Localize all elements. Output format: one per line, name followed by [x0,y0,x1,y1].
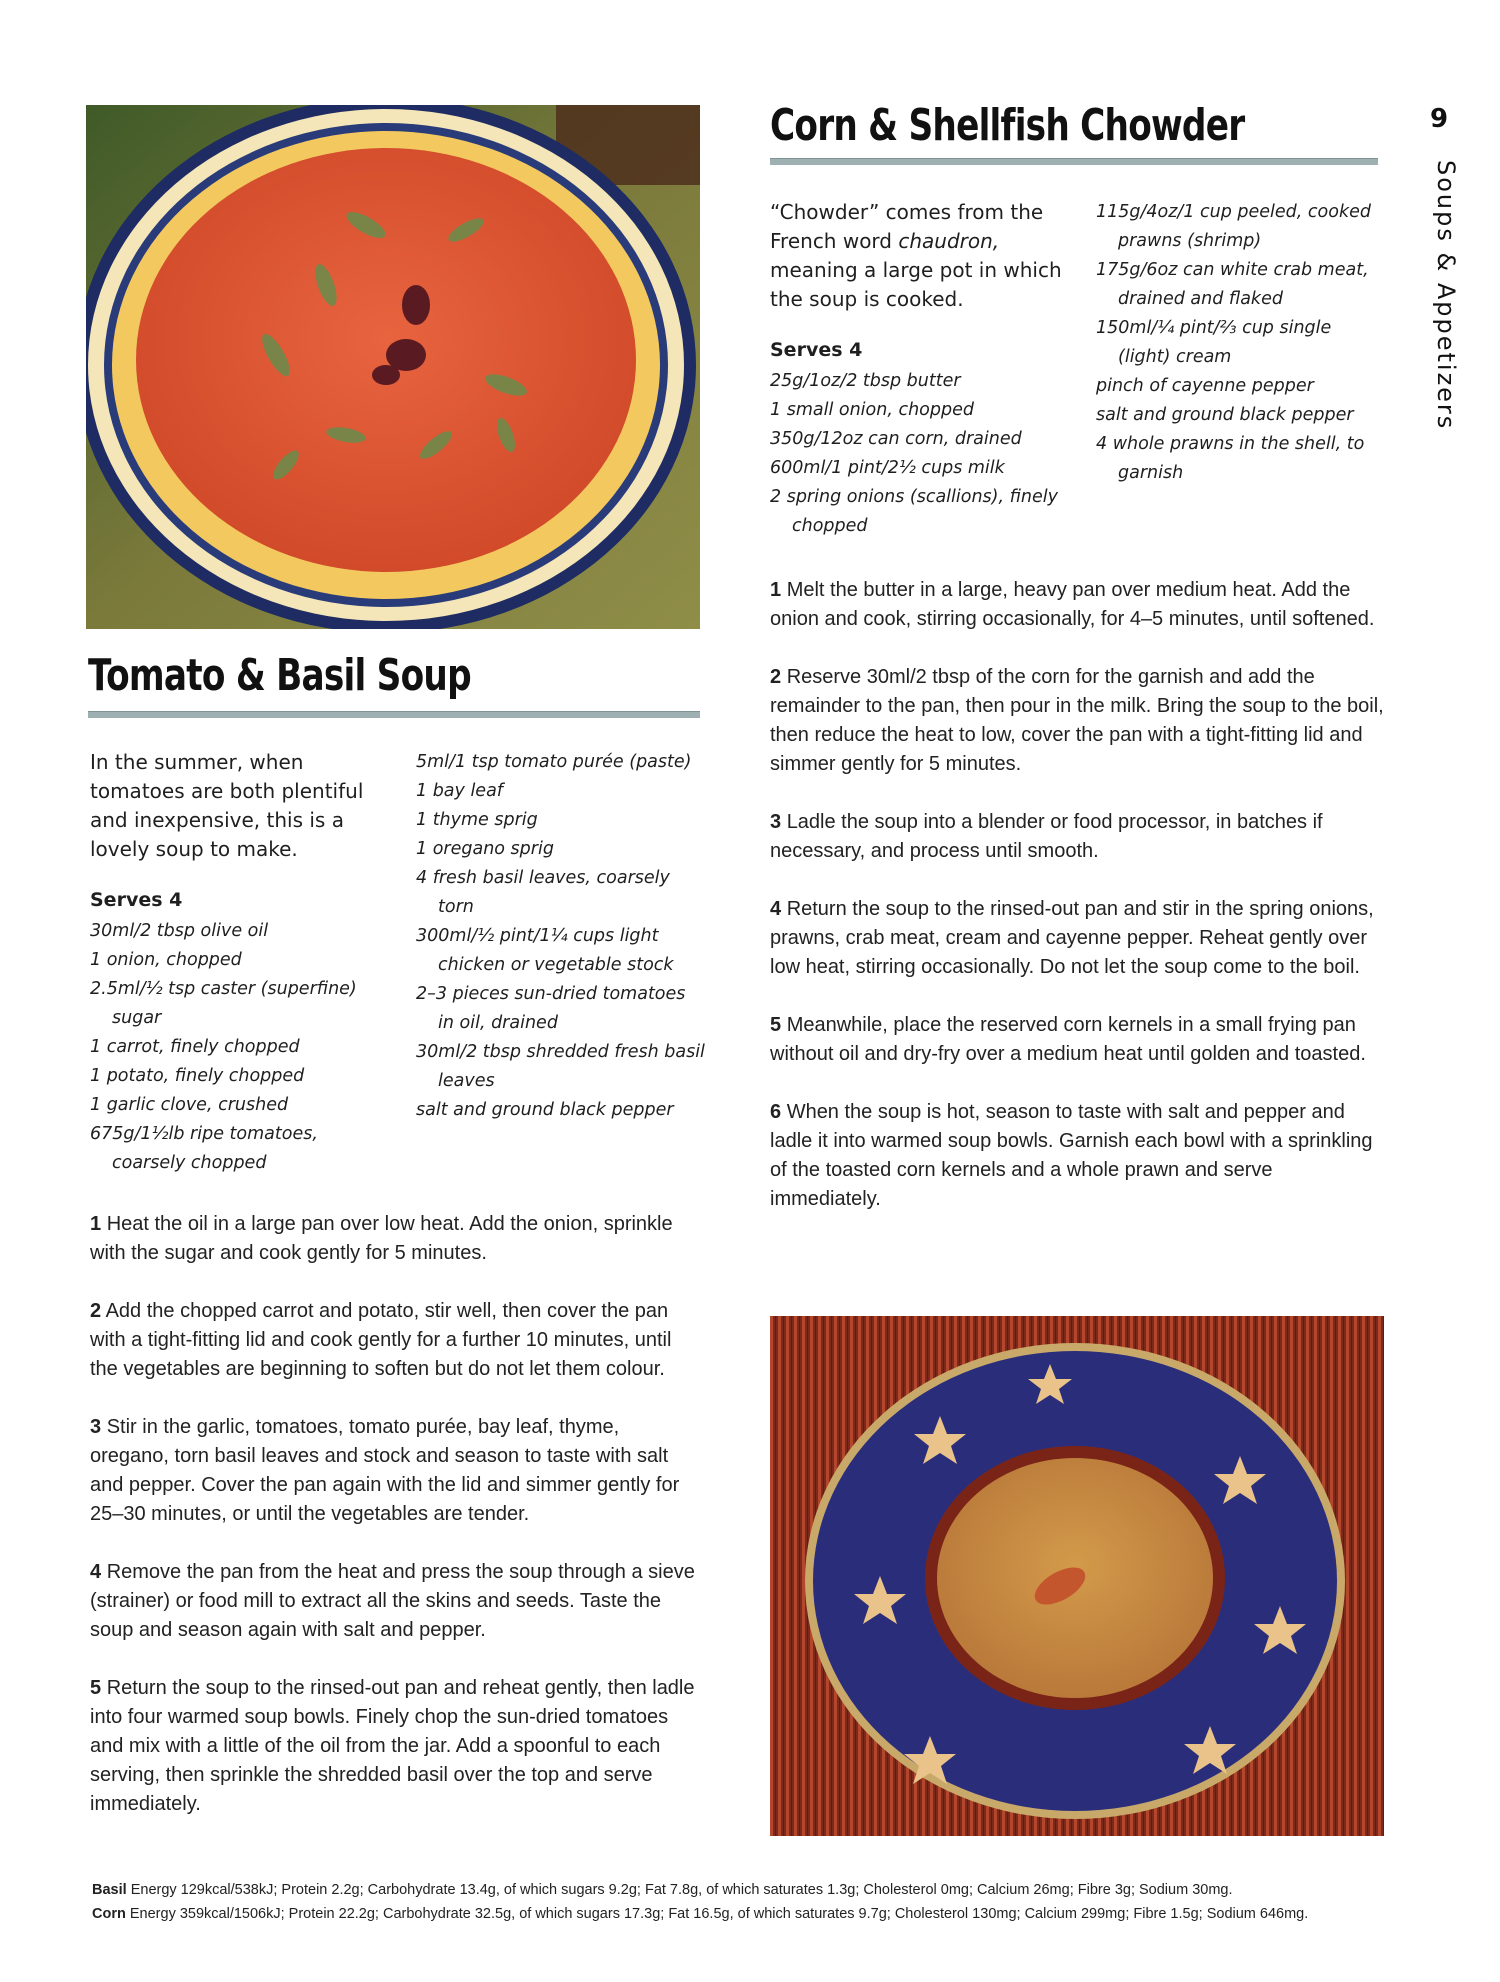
ingredient: 1 oregano sprig [416,839,554,859]
ingredient: 2–3 pieces sun-dried tomatoes in oil, drained [416,984,686,1033]
nutrition-corn-label: Corn [92,1906,126,1922]
ingredient: 5ml/1 tsp tomato purée (paste) [416,752,692,772]
method-step: 4 Remove the pan from the heat and press the soup through a sieve (strainer) or food mill to extract all the skins and seeds. Taste the soup and season again with salt and pepper. [90,1561,695,1641]
nutrition-basil: Basil Energy 129kcal/538kJ; Protein 2.2g; Carbohydrate 13.4g, of which sugars 9.2g; Fat 7.8g, of which saturates 1.3g; Cholesterol 0mg; Calcium 26mg; Fibre 3g; Sodium 30mg. [92,1882,1233,1898]
ingredient: 2 spring onions (scallions), finely chopped [770,487,1059,536]
tomato-intro: In the summer, when tomatoes are both plentiful and inexpensive, this is a lovely soup to make. [90,750,364,861]
ingredient: pinch of cayenne pepper [1096,376,1314,396]
ingredient: 1 potato, finely chopped [90,1066,305,1086]
ingredient: 1 garlic clove, crushed [90,1095,289,1115]
method-step: 5 Return the soup to the rinsed-out pan and reheat gently, then ladle into four warmed soup bowls. Finely chop the sun-dried tomatoes and mix with a little of the oil from the jar. Add a spoonful to each serving, then sprinkle the shredded basil over the top and serve immediately. [90,1677,695,1815]
ingredient: 30ml/2 tbsp shredded fresh basil leaves [416,1042,705,1091]
ingredient: 25g/1oz/2 tbsp butter [770,371,961,391]
method-step: 6 When the soup is hot, season to taste with salt and pepper and ladle it into warmed soup bowls. Garnish each bowl with a sprinkling of the toasted corn kernels and a whole prawn and serve immediately. [770,1101,1373,1210]
ingredient: 1 carrot, finely chopped [90,1037,300,1057]
tomato-method [90,1210,702,1848]
tomato-ingredients-right [416,748,706,1125]
ingredient: 30ml/2 tbsp olive oil [90,921,269,941]
ingredient: 2.5ml/½ tsp caster (superfine) sugar [90,979,357,1028]
ingredient: 4 whole prawns in the shell, to garnish [1096,434,1365,483]
method-step: 3 Stir in the garlic, tomatoes, tomato purée, bay leaf, thyme, oregano, torn basil leaves and stock and season to taste with salt and pepper. Cover the pan again with the lid and simmer gently for 25–30 minutes, or until the vegetables are tender. [90,1416,680,1525]
tomato-title: Tomato & Basil Soup [88,650,471,701]
section-label: Soups & Appetizers [1432,160,1460,431]
ingredient: 115g/4oz/1 cup peeled, cooked prawns (shrimp) [1096,202,1371,251]
ingredient: 150ml/¼ pint/⅔ cup single (light) cream [1096,318,1332,367]
ingredient: 675g/1½lb ripe tomatoes, coarsely chopped [90,1124,318,1173]
nutrition-corn: Corn Energy 359kcal/1506kJ; Protein 22.2g; Carbohydrate 32.5g, of which sugars 17.3g; Fat 16.5g, of which saturates 9.7g; Cholesterol 130mg; Calcium 299mg; Fibre 1.5g; Sodium 646mg. [92,1906,1309,1922]
method-step: 1 Melt the butter in a large, heavy pan over medium heat. Add the onion and cook, stirring occasionally, for 4–5 minutes, until softened. [770,579,1375,630]
tomato-intro-block [90,748,380,1178]
ingredient: 1 thyme sprig [416,810,538,830]
method-step: 5 Meanwhile, place the reserved corn kernels in a small frying pan without oil and dry-fry over a medium heat until golden and toasted. [770,1014,1366,1065]
corn-chowder-photo [770,1316,1384,1836]
method-step: 2 Add the chopped carrot and potato, stir well, then cover the pan with a tight-fitting lid and cook gently for a further 10 minutes, until the vegetables are beginning to soften but do not let them colour. [90,1300,672,1380]
corn-ingredients-right [1096,198,1386,488]
ingredient: 1 onion, chopped [90,950,242,970]
ingredient: 175g/6oz can white crab meat, drained and flaked [1096,260,1369,309]
ingredient: salt and ground black pepper [416,1100,674,1120]
method-step: 1 Heat the oil in a large pan over low heat. Add the onion, sprinkle with the sugar and cook gently for 5 minutes. [90,1213,673,1264]
tomato-ingredients-left [90,917,380,1178]
page-number: 9 [1430,104,1449,134]
tomato-title-rule [88,711,700,718]
ingredient: salt and ground black pepper [1096,405,1354,425]
corn-intro: “Chowder” comes from the French word chaudron, meaning a large pot in which the soup is cooked. [770,200,1062,311]
ingredient: 350g/12oz can corn, drained [770,429,1022,449]
corn-ingredients-left [770,367,1070,541]
ingredient: 1 small onion, chopped [770,400,974,420]
method-step: 2 Reserve 30ml/2 tbsp of the corn for the garnish and add the remainder to the pan, then pour in the milk. Bring the soup to the boil, then reduce the heat to low, cover the pan with a tight-fitting lid and simmer gently for 5 minutes. [770,666,1384,775]
corn-title: Corn & Shellfish Chowder [770,100,1245,151]
ingredient: 300ml/½ pint/1¼ cups light chicken or vegetable stock [416,926,674,975]
method-step: 3 Ladle the soup into a blender or food processor, in batches if necessary, and process until smooth. [770,811,1323,862]
corn-method [770,576,1384,1243]
ingredient: 4 fresh basil leaves, coarsely torn [416,868,670,917]
method-step: 4 Return the soup to the rinsed-out pan and stir in the spring onions, prawns, crab meat, cream and cayenne pepper. Reheat gently over low heat, stirring occasionally. Do not let the soup come to the boil. [770,898,1374,978]
tomato-serves: Serves 4 [90,889,183,911]
ingredient: 1 bay leaf [416,781,503,801]
ingredient: 600ml/1 pint/2½ cups milk [770,458,1005,478]
corn-serves: Serves 4 [770,339,863,361]
nutrition-basil-label: Basil [92,1882,127,1898]
tomato-soup-photo [86,105,700,629]
corn-title-rule [770,158,1378,165]
corn-intro-block [770,198,1070,541]
